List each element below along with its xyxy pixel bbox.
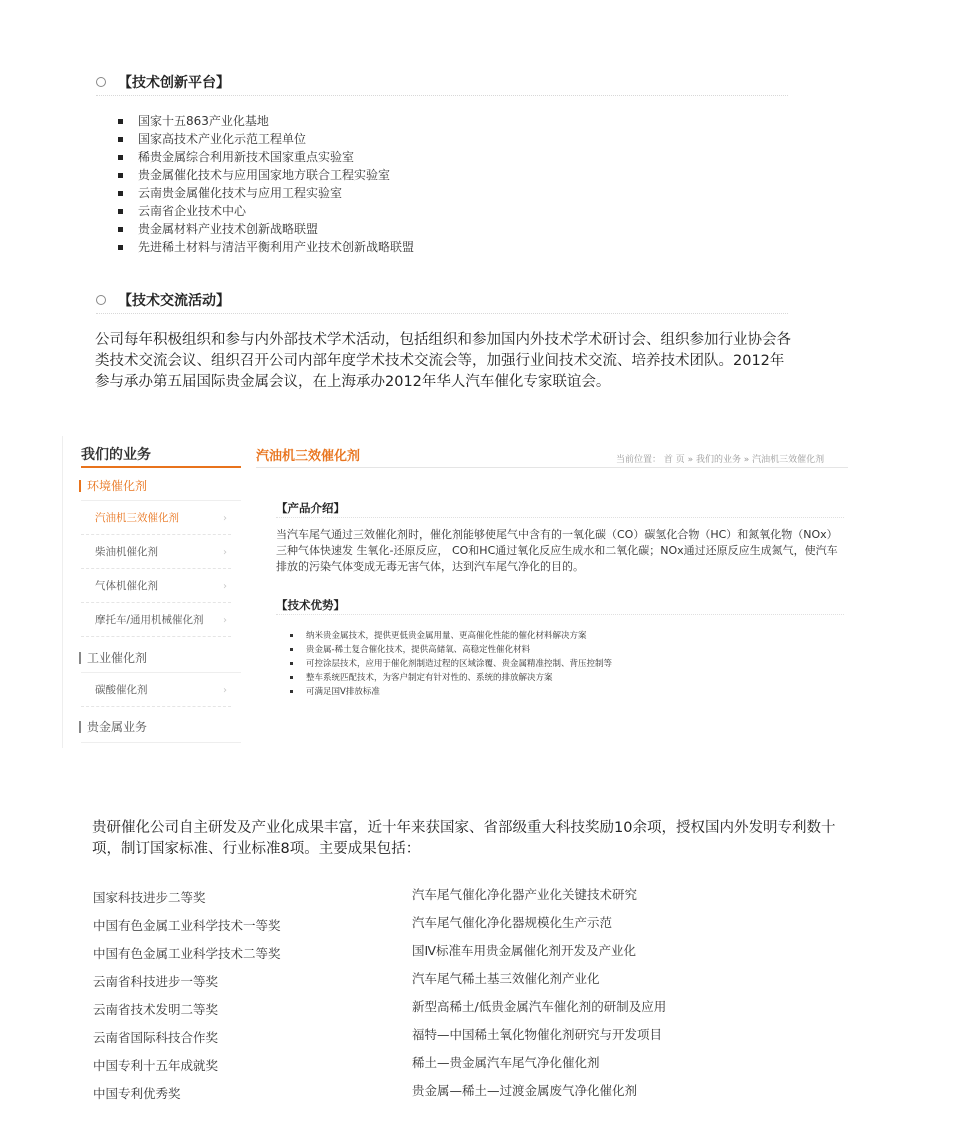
sidebar-item-gas-engine[interactable] bbox=[81, 570, 231, 603]
sidebar-title: 我们的业务 bbox=[81, 447, 151, 463]
divider bbox=[81, 672, 241, 673]
divider bbox=[81, 500, 241, 501]
sidebar-item-label: 气体机催化剂 bbox=[95, 580, 158, 592]
breadcrumb[interactable]: 当前位置： 首 页 » 我们的业务 » 汽油机三效催化剂 bbox=[616, 455, 825, 465]
exchange-paragraph: 公司每年积极组织和参与内外部技术学术活动，包括组织和参加国内外技术学术研讨会、组织参加行业协会各类技术交流会议、组织召开公司内部年度学术技术交流会等，加强行业间技术交流、培养技术团队。2012年参与承办第五届国际贵金属会议，在上海承办2012年华人汽车催化专家联谊会。 bbox=[95, 332, 791, 390]
list-item: 云南省企业技术中心 bbox=[116, 202, 414, 220]
list-item: 中国专利优秀奖 bbox=[93, 1086, 181, 1101]
list-item: 纳米贵金属技术，提供更低贵金属用量、更高催化性能的催化材料解决方案 bbox=[290, 629, 612, 643]
divider bbox=[276, 517, 844, 518]
exchange-heading-text: 【技术交流活动】 bbox=[118, 293, 230, 309]
gear-icon bbox=[96, 77, 106, 87]
list-item: 国家科技进步二等奖 bbox=[93, 890, 206, 905]
list-item: 中国有色金属工业科学技术一等奖 bbox=[93, 918, 281, 933]
list-item: 中国专利十五年成就奖 bbox=[93, 1058, 219, 1073]
sidebar-item-label: 汽油机三效催化剂 bbox=[95, 512, 179, 524]
sidebar-item-motorcycle[interactable] bbox=[81, 604, 231, 637]
list-item: 可满足国Ⅴ排放标准 bbox=[290, 685, 612, 699]
divider bbox=[81, 742, 241, 743]
list-item: 云南贵金属催化技术与应用工程实验室 bbox=[116, 184, 414, 202]
list-item: 贵金属材料产业技术创新战略联盟 bbox=[116, 220, 414, 238]
achievements-paragraph: 贵研催化公司自主研发及产业化成果丰富，近十年来获国家、省部级重大科技奖励10余项，授权国内外发明专利数十项，制订国家标准、行业标准8项。主要成果包括： bbox=[92, 820, 836, 857]
list-item: 汽车尾气催化净化器规模化生产示范 bbox=[412, 915, 613, 930]
divider bbox=[276, 614, 844, 615]
sidebar-item-gasoline-twc[interactable] bbox=[81, 502, 231, 535]
list-item: 国Ⅳ标准车用贵金属催化剂开发及产业化 bbox=[412, 943, 637, 958]
list-item: 中国有色金属工业科学技术二等奖 bbox=[93, 946, 281, 961]
platform-list bbox=[116, 112, 414, 256]
advantage-list bbox=[290, 629, 612, 699]
sidebar-item-label: 摩托车/通用机械催化剂 bbox=[95, 614, 204, 626]
list-item: 国家高技术产业化示范工程单位 bbox=[116, 130, 414, 148]
list-item: 贵金属—稀土—过渡金属废气净化催化剂 bbox=[412, 1083, 638, 1098]
list-item: 云南省科技进步一等奖 bbox=[93, 974, 219, 989]
list-item: 贵金属-稀土复合催化技术，提供高储氧、高稳定性催化材料 bbox=[290, 643, 612, 657]
awards-list bbox=[93, 884, 281, 1108]
gear-icon bbox=[96, 295, 106, 305]
list-item: 汽车尾气稀土基三效催化剂产业化 bbox=[412, 971, 600, 986]
results-list bbox=[412, 881, 666, 1105]
list-item: 整车系统匹配技术，为客户制定有针对性的、系统的排放解决方案 bbox=[290, 671, 612, 685]
chevron-right-icon: › bbox=[223, 513, 227, 524]
advantage-heading: 【技术优势】 bbox=[276, 598, 345, 612]
sidebar-category-industrial[interactable]: 工业催化剂 bbox=[79, 652, 147, 664]
list-item: 新型高稀土/低贵金属汽车催化剂的研制及应用 bbox=[412, 999, 667, 1014]
list-item: 云南省国际科技合作奖 bbox=[93, 1030, 219, 1045]
divider bbox=[96, 95, 788, 96]
sidebar-category-precious-metal[interactable]: 贵金属业务 bbox=[79, 721, 147, 733]
list-item: 贵金属催化技术与应用国家地方联合工程实验室 bbox=[116, 166, 414, 184]
sidebar-title-underline bbox=[81, 466, 241, 468]
sidebar-item-carbonate[interactable] bbox=[81, 674, 231, 707]
sidebar-category-environment[interactable]: 环境催化剂 bbox=[79, 480, 147, 492]
list-item: 稀贵金属综合利用新技术国家重点实验室 bbox=[116, 148, 414, 166]
platform-heading bbox=[96, 72, 230, 92]
intro-heading: 【产品介绍】 bbox=[276, 501, 345, 515]
list-item: 可控涂层技术，应用于催化剂制造过程的区域涂覆、贵金属精准控制、背压控制等 bbox=[290, 657, 612, 671]
chevron-right-icon: › bbox=[223, 547, 227, 558]
list-item: 福特—中国稀土氧化物催化剂研究与开发项目 bbox=[412, 1027, 663, 1042]
sidebar-item-label: 柴油机催化剂 bbox=[95, 546, 158, 558]
page-title: 汽油机三效催化剂 bbox=[256, 449, 361, 464]
chevron-right-icon: › bbox=[223, 581, 227, 592]
chevron-right-icon: › bbox=[223, 615, 227, 626]
sidebar bbox=[62, 436, 241, 748]
exchange-heading bbox=[96, 290, 230, 310]
chevron-right-icon: › bbox=[223, 685, 227, 696]
list-item: 汽车尾气催化净化器产业化关键技术研究 bbox=[412, 887, 638, 902]
divider bbox=[256, 467, 848, 468]
sidebar-item-label: 碳酸催化剂 bbox=[95, 684, 148, 696]
intro-text: 当汽车尾气通过三效催化剂时，催化剂能够使尾气中含有的一氧化碳（CO）碳氢化合物（HC）和氮氧化物（NOx）三种气体快速发 生氧化-还原反应， CO和HC通过氧化反应生成水和二氧化碳；NOx通过还原反应生成氮气，使汽车排放的污染气体变成无毒无害气体，达到汽车尾气净化的目的。 bbox=[276, 528, 838, 573]
list-item: 云南省技术发明二等奖 bbox=[93, 1002, 219, 1017]
divider bbox=[96, 313, 788, 314]
list-item: 国家十五863产业化基地 bbox=[116, 112, 414, 130]
sidebar-item-diesel[interactable] bbox=[81, 536, 231, 569]
platform-heading-text: 【技术创新平台】 bbox=[118, 75, 230, 91]
list-item: 稀土—贵金属汽车尾气净化催化剂 bbox=[412, 1055, 600, 1070]
list-item: 先进稀土材料与清洁平衡利用产业技术创新战略联盟 bbox=[116, 238, 414, 256]
